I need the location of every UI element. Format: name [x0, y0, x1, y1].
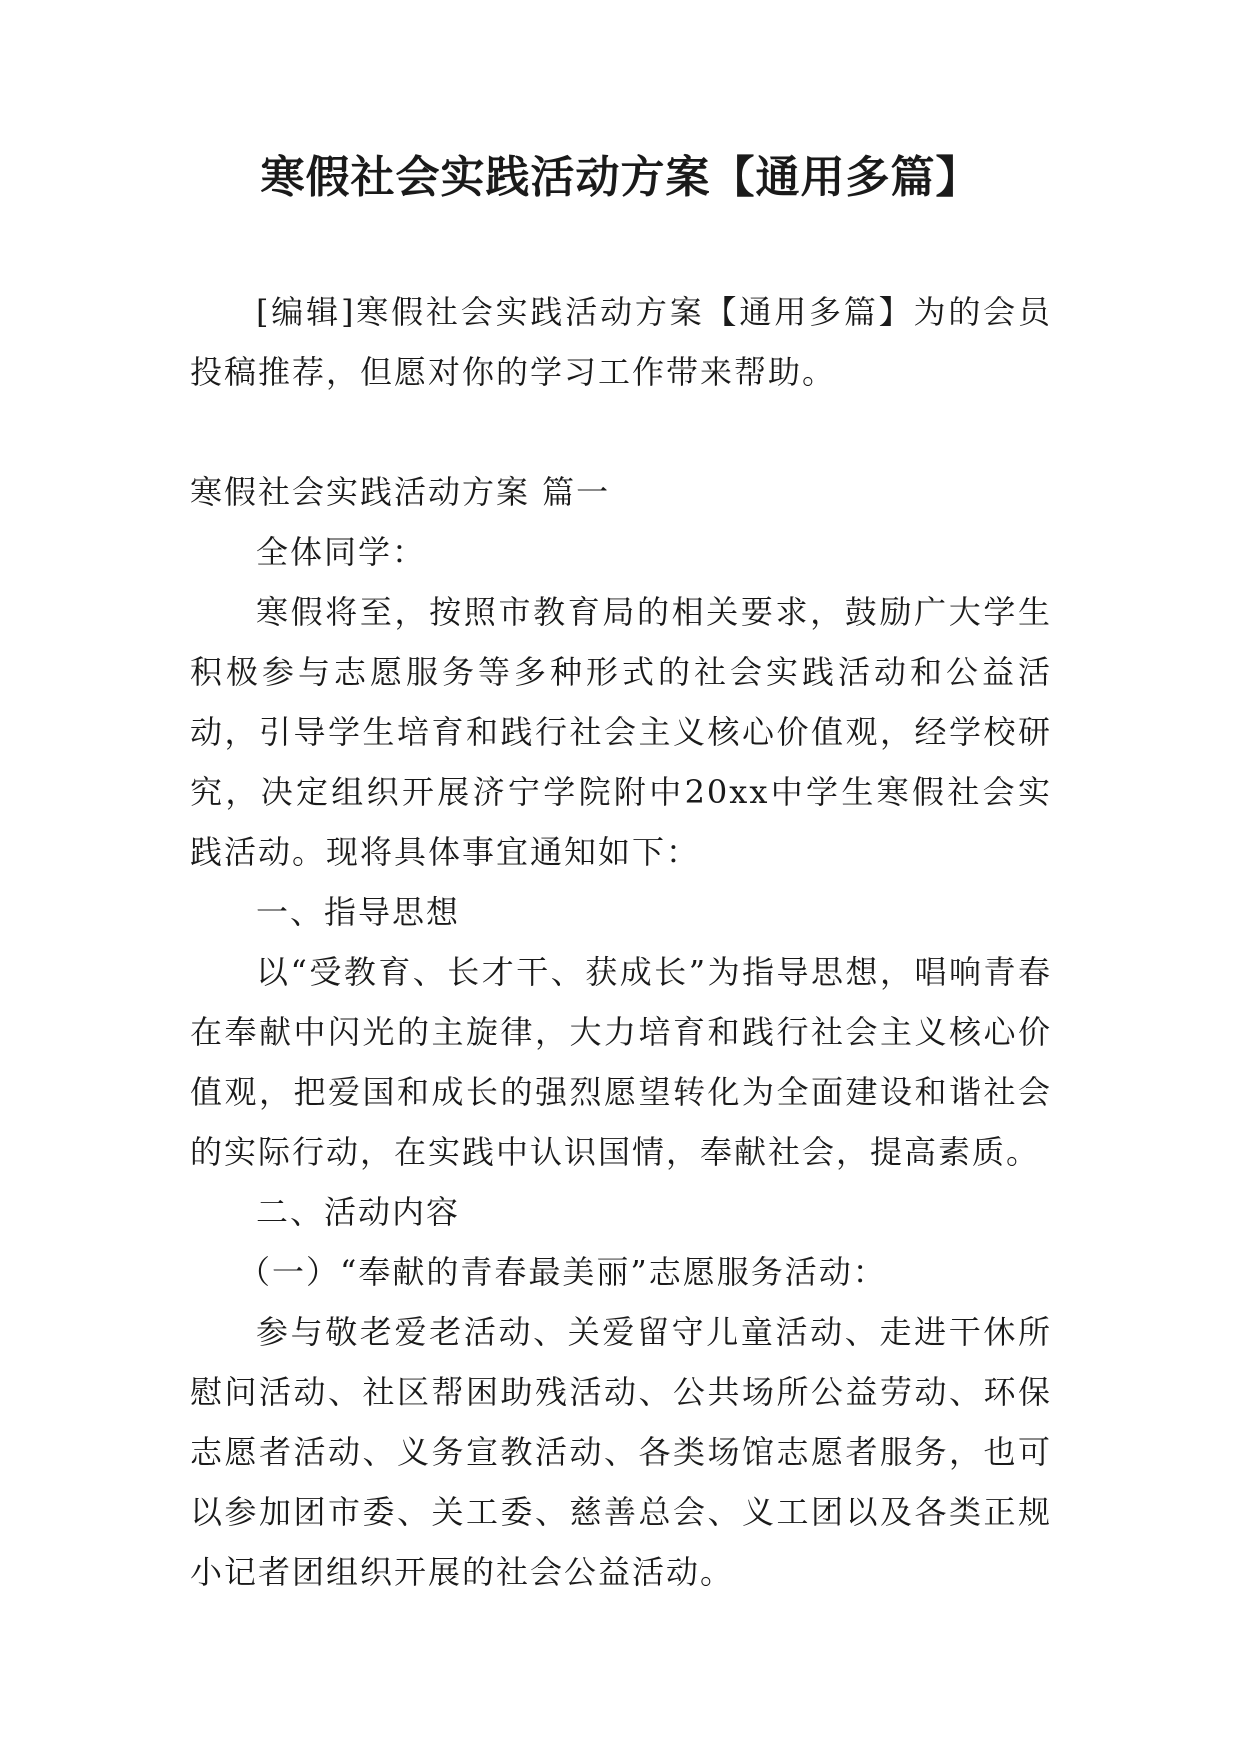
body-paragraph: 参与敬老爱老活动、关爱留守儿童活动、走进干休所慰问活动、社区帮困助残活动、公共场所公益劳动、环保志愿者活动、义务宣教活动、各类场馆志愿者服务，也可以参加团市委、关工委、慈善总会、义工团以及各类正规小记者团组织开展的社会公益活动。	[190, 1313, 1052, 1591]
intro-paragraph: [编辑]寒假社会实践活动方案【通用多篇】为的会员投稿推荐，但愿对你的学习工作带来帮助。	[190, 293, 1052, 391]
page-title: 寒假社会实践活动方案【通用多篇】	[260, 152, 981, 203]
section-heading: 寒假社会实践活动方案 篇一	[190, 473, 611, 511]
greeting: 全体同学：	[256, 533, 427, 571]
document-body	[190, 282, 1052, 1602]
heading-guiding-ideology: 一、指导思想	[256, 893, 461, 931]
heading-activity-content: 二、活动内容	[256, 1193, 461, 1231]
body-paragraph: 以“受教育、长才干、获成长”为指导思想，唱响青春在奉献中闪光的主旋律，大力培育和践行社会主义核心价值观，把爱国和成长的强烈愿望转化为全面建设和谐社会的实际行动，在实践中认识国情，奉献社会，提高素质。	[190, 953, 1052, 1171]
subheading-volunteer-service: （一）“奉献的青春最美丽”志愿服务活动：	[238, 1253, 887, 1291]
body-paragraph: 寒假将至，按照市教育局的相关要求，鼓励广大学生积极参与志愿服务等多种形式的社会实践活动和公益活动，引导学生培育和践行社会主义核心价值观，经学校研究，决定组织开展济宁学院附中20xx中学生寒假社会实践活动。现将具体事宜通知如下：	[190, 593, 1052, 871]
